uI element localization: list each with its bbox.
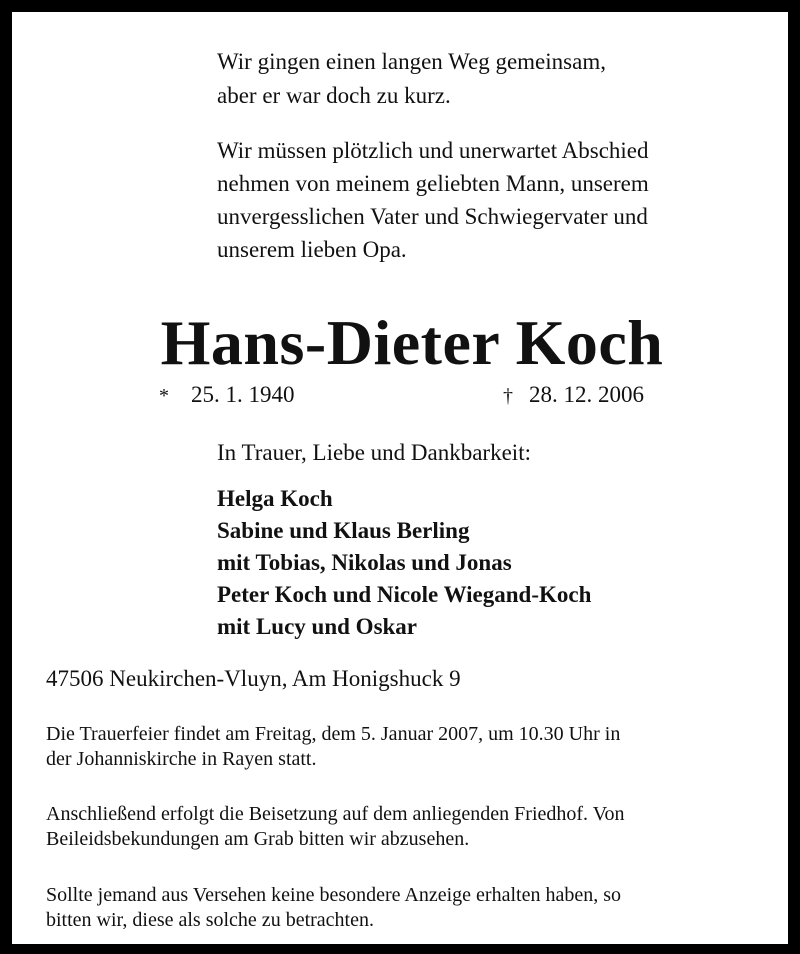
paragraph-line: Die Trauerfeier findet am Freitag, dem 5. Januar 2007, um 10.30 Uhr in: [46, 723, 621, 745]
paragraph-line: Sollte jemand aus Versehen keine besondere Anzeige erhalten haben, so: [46, 884, 621, 906]
birth-date-row: [159, 381, 295, 410]
family-list: [217, 483, 591, 643]
family-member: Helga Koch: [217, 486, 333, 511]
paragraph-line: bitten wir, diese als solche zu betrachten.: [46, 909, 374, 931]
birth-date: 25. 1. 1940: [191, 382, 295, 407]
paragraph-line: der Johanniskirche in Rayen statt.: [46, 748, 317, 770]
mourning-line: In Trauer, Liebe und Dankbarkeit:: [217, 440, 531, 465]
intro-line: nehmen von meinem geliebten Mann, unserem: [217, 171, 649, 196]
intro-line: unvergesslichen Vater und Schwiegervater und: [217, 204, 648, 229]
death-date: 28. 12. 2006: [529, 382, 644, 407]
death-cross-icon: †: [503, 385, 513, 407]
funeral-service-paragraph: [46, 722, 620, 772]
burial-paragraph: [46, 802, 625, 852]
death-date-row: [503, 381, 644, 410]
paragraph-line: Beileidsbekundungen am Grab bitten wir abzusehen.: [46, 828, 470, 850]
intro-line: Wir müssen plötzlich und unerwartet Abschied: [217, 138, 649, 163]
family-member: Peter Koch und Nicole Wiegand-Koch: [217, 582, 592, 607]
family-member: mit Tobias, Nikolas und Jonas: [217, 550, 512, 575]
address: 47506 Neukirchen-Vluyn, Am Honigshuck 9: [46, 666, 461, 691]
deceased-name: Hans-Dieter Koch: [160, 307, 664, 378]
intro-line: unserem lieben Opa.: [217, 237, 407, 262]
poem-line: aber er war doch zu kurz.: [217, 83, 451, 108]
paragraph-line: Anschließend erfolgt die Beisetzung auf dem anliegenden Friedhof. Von: [46, 803, 625, 825]
notice-paragraph: [46, 883, 621, 933]
poem-line: Wir gingen einen langen Weg gemeinsam,: [217, 49, 606, 74]
family-member: mit Lucy und Oskar: [217, 614, 418, 639]
poem-verse: [217, 45, 606, 113]
intro-text: [217, 134, 649, 266]
birth-star-icon: *: [159, 385, 169, 407]
family-member: Sabine und Klaus Berling: [217, 518, 470, 543]
